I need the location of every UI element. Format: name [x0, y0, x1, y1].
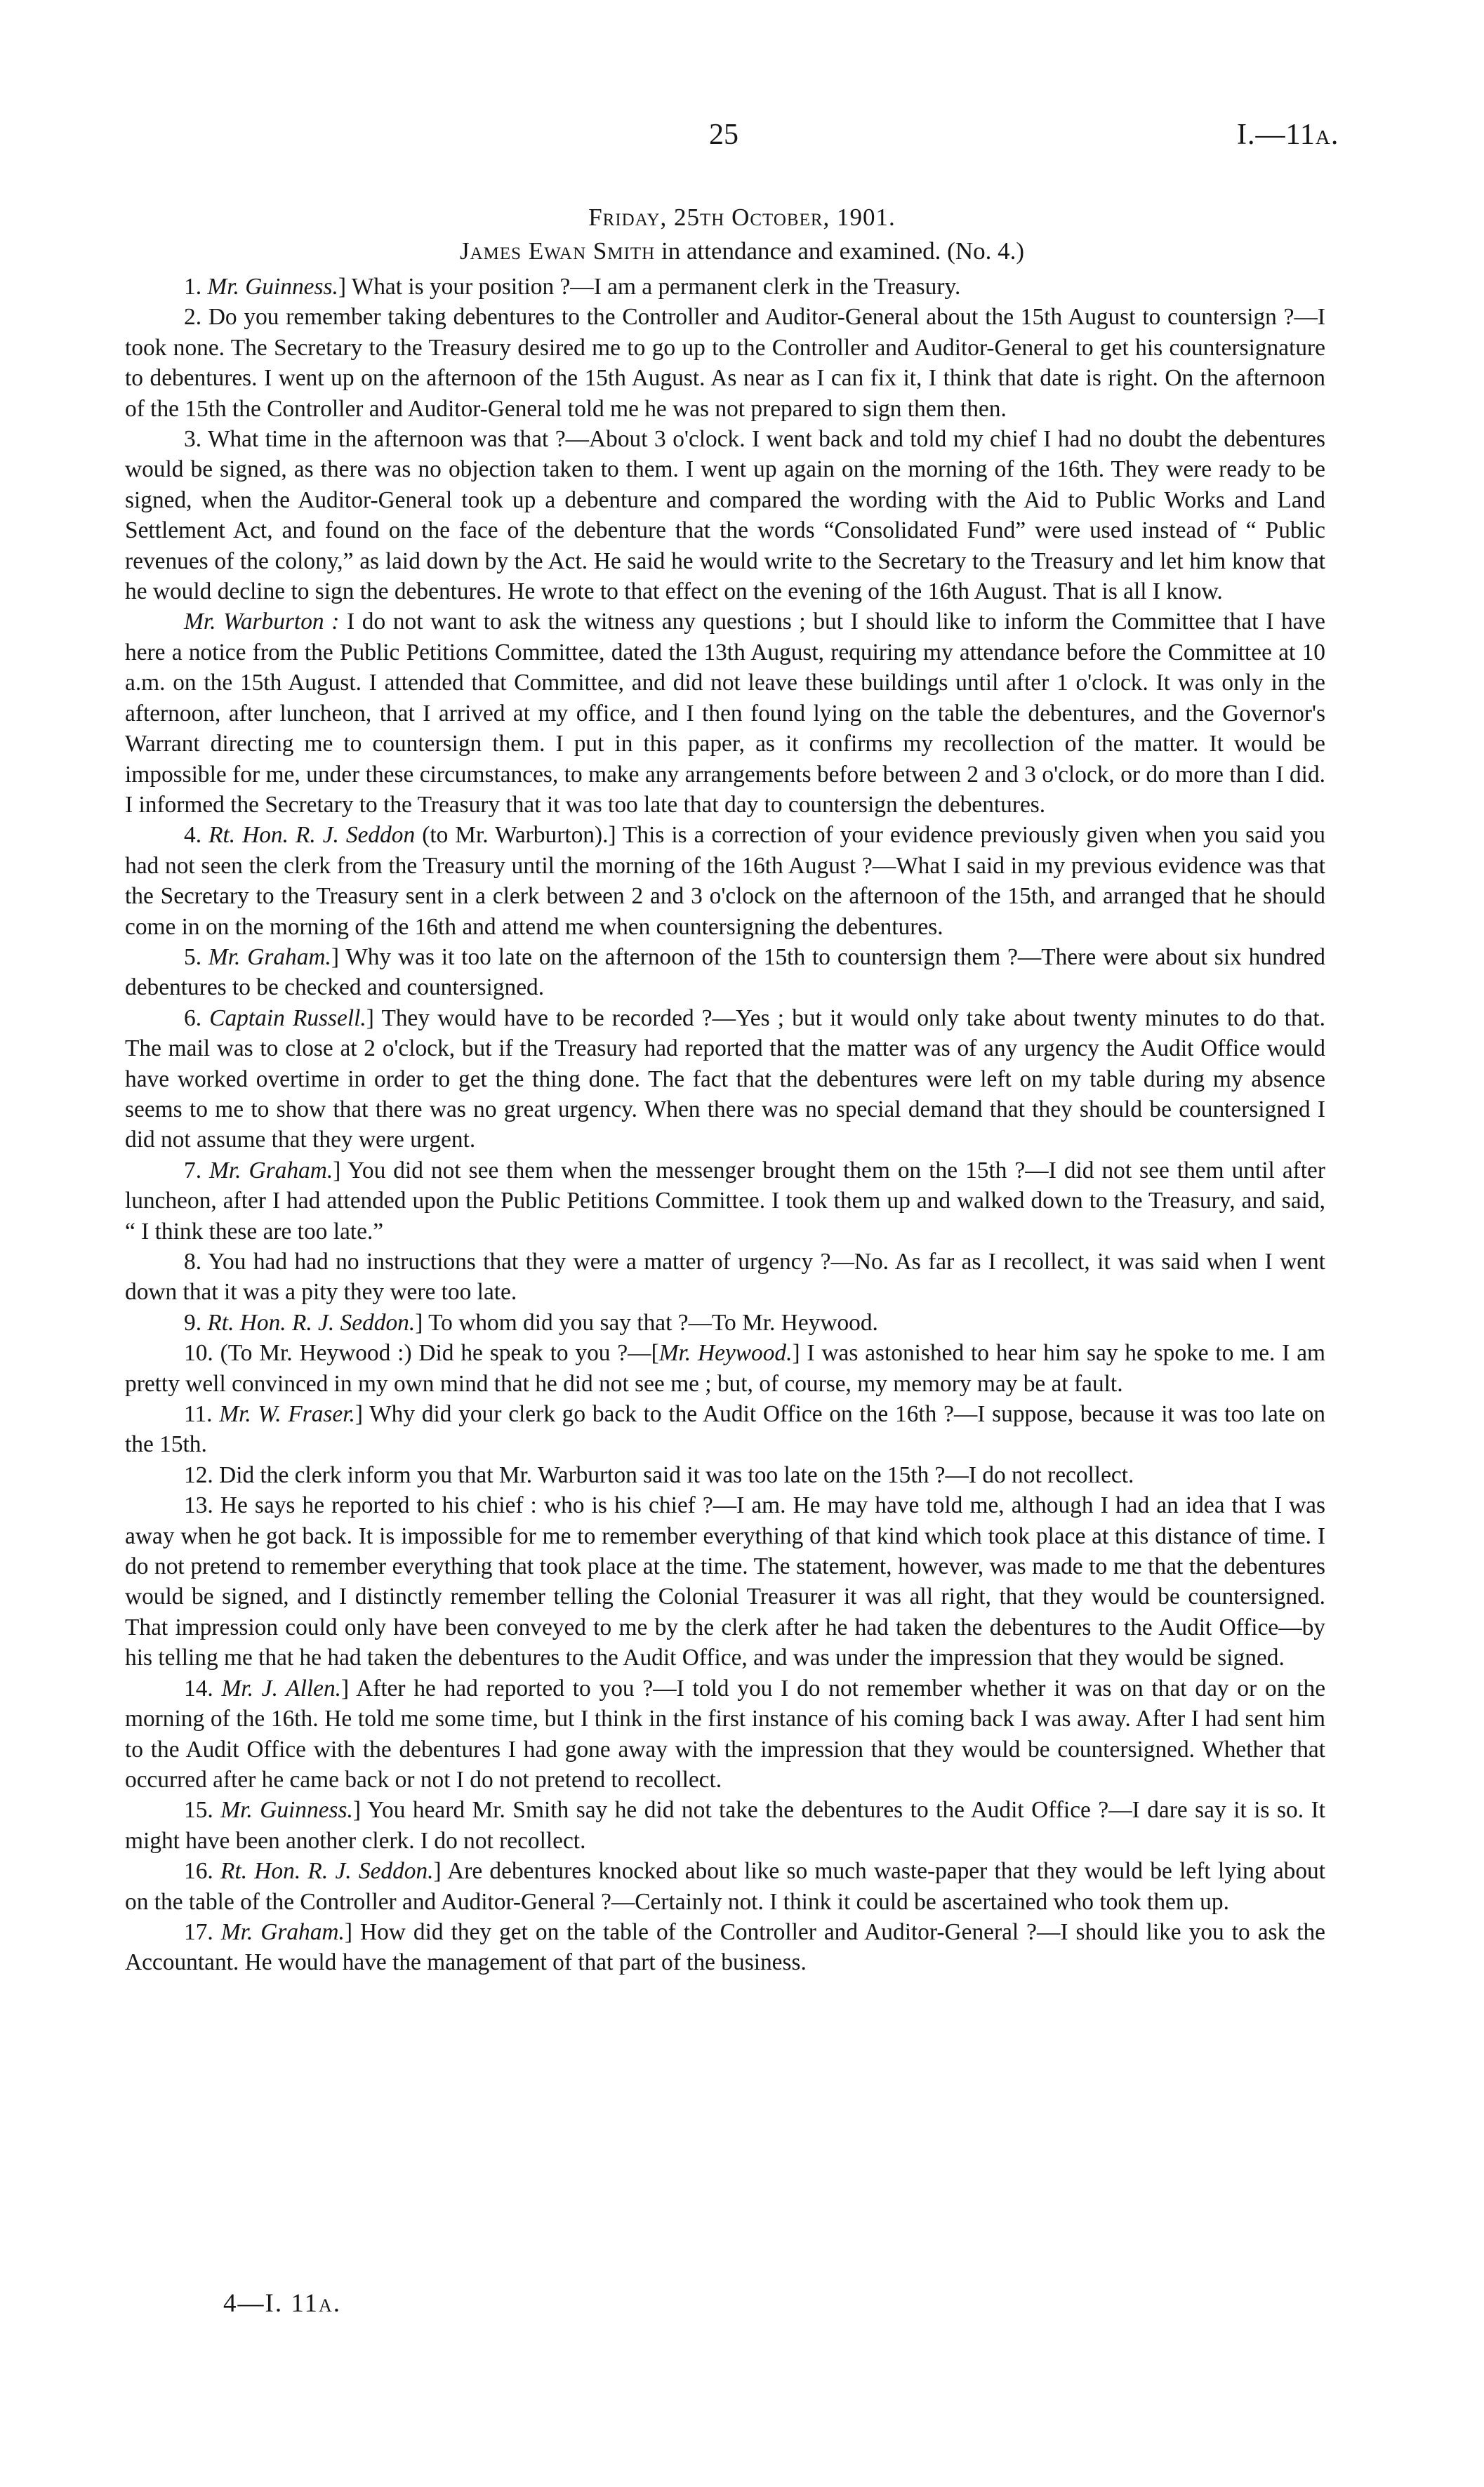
evidence-paragraph: [125, 1795, 1325, 1856]
paragraph-text: 12. Did the clerk inform you that Mr. Warburton said it was too late on the 15th ?—I do not recollect.: [184, 1461, 1134, 1488]
evidence-paragraph: [125, 820, 1325, 942]
paragraph-text: 8. You had had no instructions that they were a matter of urgency ?—No. As far as I recollect, it was said when I went down that it was a pity they were too late.: [125, 1249, 1325, 1306]
speaker-suffix: ]: [341, 1675, 357, 1702]
witness-name: James Ewan Smith: [459, 237, 656, 265]
evidence-paragraph: [125, 1155, 1325, 1247]
speaker-name: Mr. Heywood.: [658, 1340, 793, 1367]
paragraph-text: I do not want to ask the witness any questions ; but I should like to inform the Committee that I have here a notice from the Public Petitions Committee, dated the 13th August, requiring my attendance before the Committee at 10 a.m. on the 15th August. I attended that Committee, and did not leave these buildings until after 1 o'clock. It was only in the afternoon, after luncheon, that I arrived at my office, and I then found lying on the table the debentures, and the Governor's Warrant directing me to countersign them. I put in this paper, as it confirms my recollection of the matter. It would be impossible for me, under these circumstances, to make any arrangements before between 2 and 3 o'clock, or do more than I did. I informed the Secretary to the Treasury that it was too late that day to countersign the debentures.: [125, 609, 1325, 818]
question-number: 14.: [184, 1675, 222, 1702]
paragraph-text: This is a correction of your evidence previously given when you said you had not seen the clerk from the Treasury until the morning of the 16th August ?—What I said in my previous evidence was that the Secretary to the Treasury sent in a clerk between 2 and 3 o'clock on the afternoon of the 15th, and arranged that he should come in on the morning of the 16th and attend me when countersigning the debentures.: [125, 822, 1326, 940]
speaker-name: Rt. Hon. R. J. Seddon.: [207, 1309, 416, 1336]
evidence-paragraph: [125, 1338, 1325, 1399]
paragraph-text: You did not see them when the messenger brought them on the 15th ?—I did not see them until after luncheon, after I had attended upon the Public Petitions Committee. I took them up and walked down to the Treasury, and said, “ I think these are too late.”: [125, 1157, 1325, 1245]
speaker-name: Mr. Graham.: [208, 943, 331, 970]
evidence-paragraph: [125, 1003, 1325, 1155]
paragraph-text: How did they get on the table of the Controller and Auditor-General ?—I should like you to ask the Accountant. He would have the management of that part of the business.: [125, 1918, 1326, 1976]
speaker-suffix: [339, 609, 347, 635]
question-number: 17.: [184, 1918, 221, 1945]
question-number: 5.: [184, 943, 208, 970]
document-reference: I.—11a.: [1237, 119, 1339, 151]
speaker-suffix: ]: [338, 274, 352, 300]
witness-status: in attendance and examined. (No. 4.): [655, 237, 1025, 265]
paragraph-text: What is your position ?—I am a permanent clerk in the Treasury.: [351, 274, 961, 300]
evidence-paragraph: [125, 424, 1325, 606]
speaker-name: Mr. Guinness.: [207, 274, 338, 300]
paragraph-text: 13. He says he reported to his chief : who is his chief ?—I am. He may have told me, although I had an idea that I was away when he got back. It is impossible for me to remember everything of that kind which took place at this distance of time. I do not pretend to remember everything that took place at the time. The statement, however, was made to me that the debentures would be signed, and I distinctly remember telling the Colonial Treasurer it was all right, that they would be countersigned. That impression could only have been conveyed to me by the clerk after he had taken the debentures to the Audit Office—by his telling me that he had taken the debentures to the Audit Office, and was under the impression that they would be signed.: [125, 1492, 1325, 1671]
evidence-paragraph: [125, 1917, 1325, 1978]
sitting-date: Friday, 25th October, 1901.: [588, 204, 896, 231]
question-number: 1.: [184, 274, 208, 300]
speaker-name: Mr. Graham.: [220, 1918, 345, 1945]
paragraph-text: 2. Do you remember taking debentures to the Controller and Auditor-General about the 15th August to countersign ?—I took none. The Secretary to the Treasury desired me to go up to the Controller and Auditor-General to get his countersignature to debentures. I went up on the afternoon of the 15th August. As near as I can fix it, I think that date is right. On the afternoon of the 15th the Controller and Auditor-General told me he was not prepared to sign them then.: [125, 304, 1325, 422]
evidence-paragraph: [125, 1856, 1325, 1917]
paragraph-text: You heard Mr. Smith say he did not take the debentures to the Audit Office ?—I dare say it is so. It might have been another clerk. I do not recollect.: [125, 1797, 1325, 1854]
speaker-name: Captain Russell.: [209, 1004, 366, 1031]
paragraph-text: They would have to be recorded ?—Yes ; but it would only take about twenty minutes to do that. The mail was to close at 2 o'clock, but if the Treasury had reported that the matter was of any urgency the Audit Office would have worked overtime in order to get the thing done. The fact that the debentures were left on my table during my absence seems to me to show that there was no great urgency. When there was no special demand that they should be countersigned I did not assume that they were urgent.: [125, 1004, 1326, 1153]
speaker-name: Mr. J. Allen.: [221, 1675, 341, 1702]
paragraph-text: Why was it too late on the afternoon of the 15th to countersign them ?—There were about six hundred debentures to be checked and countersigned.: [125, 943, 1325, 1001]
paragraph-text: After he had reported to you ?—I told you I do not remember whether it was on that day or on the morning of the 16th. He told me some time, but I think in the first instance of his coming back I was away. After I had sent him to the Audit Office with the debentures I had gone away with the impression that they would be countersigned. Whether that occurred after he came back or not I do not pretend to recollect.: [125, 1675, 1326, 1793]
question-number: 4.: [184, 822, 209, 849]
speaker-name: Rt. Hon. R. J. Seddon.: [220, 1858, 434, 1885]
question-number: 9.: [184, 1309, 208, 1336]
witness-heading: [0, 237, 1484, 265]
evidence-paragraph: [125, 942, 1325, 1003]
speaker-suffix: ]: [331, 943, 346, 970]
speaker-name: Mr. W. Fraser.: [219, 1401, 355, 1428]
evidence-paragraph: [125, 1399, 1325, 1460]
speaker-name: Mr. Graham.: [209, 1157, 333, 1183]
speaker-suffix: (to Mr. Warburton).]: [415, 822, 623, 849]
evidence-paragraph: [125, 1673, 1325, 1796]
question-number: 7.: [184, 1157, 210, 1183]
speaker-name: Mr. Guinness.: [220, 1797, 353, 1824]
paragraph-text: To whom did you say that ?—To Mr. Heywood.: [428, 1309, 878, 1336]
evidence-paragraph: [125, 1308, 1325, 1338]
page-number: 25: [709, 119, 738, 151]
paragraph-text: Are debentures knocked about like so much waste-paper that they would be left lying about on the table of the Controller and Auditor-General ?—Certainly not. I think it could be ascertained who took them up.: [125, 1858, 1326, 1915]
evidence-paragraph: [125, 1490, 1325, 1673]
speaker-suffix: ]: [792, 1340, 807, 1367]
paragraph-text: 3. What time in the afternoon was that ?—About 3 o'clock. I went back and told my chief I had no doubt the debentures would be signed, as there was no objection taken to them. I went up again on the morning of the 16th. They were ready to be signed, when the Auditor-General took up a debenture and compared the wording with the Aid to Public Works and Land Settlement Act, and found on the face of the debenture that the words “Consolidated Fund” were used instead of “ Public revenues of the colony,” as laid down by the Act. He said he would write to the Secretary to the Treasury and let him know that he would decline to sign the debentures. He wrote to that effect on the evening of the 16th August. That is all I know.: [125, 426, 1325, 605]
evidence-paragraph: [125, 606, 1325, 820]
evidence-paragraph: [125, 1460, 1325, 1490]
speaker-suffix: ]: [352, 1797, 368, 1824]
evidence-text: [125, 272, 1325, 1978]
question-number: 15.: [184, 1797, 221, 1824]
evidence-paragraph: [125, 272, 1325, 302]
speaker-name: Mr. Warburton :: [184, 609, 340, 635]
speaker-suffix: ]: [344, 1918, 360, 1945]
evidence-paragraph: [125, 1247, 1325, 1308]
evidence-paragraph: [125, 302, 1325, 424]
speaker-suffix: ]: [433, 1858, 448, 1885]
paragraph-text: I was astonished to hear him say he spoke to me. I am pretty well convinced in my own mind that he did not see me ; but, of course, my memory may be at fault.: [125, 1340, 1326, 1397]
speaker-name: Rt. Hon. R. J. Seddon: [208, 822, 416, 849]
footer-signature: 4—I. 11a.: [223, 2289, 341, 2318]
speaker-suffix: ]: [355, 1401, 370, 1428]
question-number: 6.: [184, 1004, 210, 1031]
question-number: 11.: [184, 1401, 220, 1428]
question-number: 16.: [184, 1858, 221, 1885]
speaker-suffix: ]: [333, 1157, 348, 1183]
question-number: 10. (To Mr. Heywood :) Did he speak to you ?—[: [184, 1340, 659, 1367]
paragraph-text: Why did your clerk go back to the Audit Office on the 16th ?—I suppose, because it was too late on the 15th.: [125, 1401, 1326, 1458]
speaker-suffix: ]: [366, 1004, 382, 1031]
speaker-suffix: ]: [415, 1309, 429, 1336]
